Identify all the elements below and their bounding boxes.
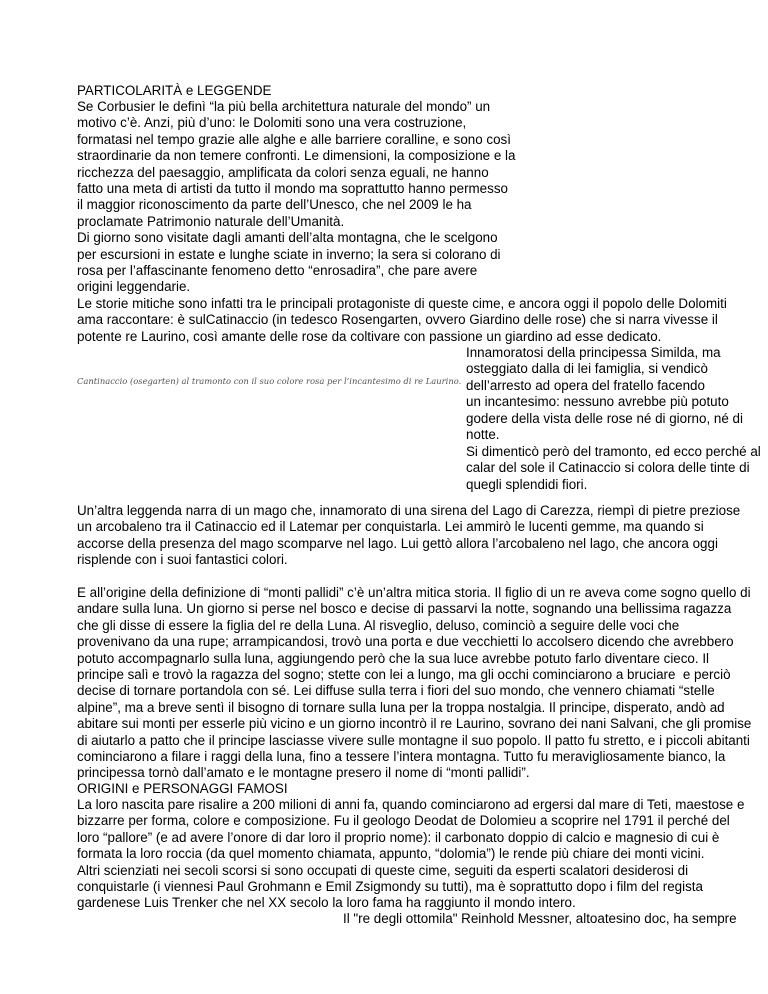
paragraph-similda: Innamoratosi della principessa Similda, ma osteggiato dalla di lei famiglia, si vendicò dell’arresto ad opera del fratello facendo un incantesimo: nessuno avrebbe più potuto godere della vista delle rose né di giorno, né di notte.: [466, 345, 743, 443]
paragraph-stories: Le storie mitiche sono infatti tra le principali protagoniste di queste cime, e ancora oggi il popolo delle Dolomiti ama raccontare: è sulCatinaccio (in tedesco Rosengarten, ovvero Giardino delle rose) che si narra vivesse il potente re Laurino, così amante delle rose da coltivare con passione un giardino ad esse dedicato.: [77, 296, 727, 344]
paragraph-sunset: Si dimenticò però del tramonto, ed ecco perché al calar del sole il Catinaccio si colora delle tinte di quegli splendidi fiori.: [466, 444, 761, 492]
paragraph-origins: La loro nascita pare risalire a 200 milioni di anni fa, quando cominciarono ad ergersi dal mare di Teti, maestose e bizzarre per forma, colore e composizione. Fu il geologo Deodat de Dolomieu a scoprire nel 1791 il perché del loro “pallore” (e ad avere l’onore di dar loro il proprio nome): il carbonato doppio di calcio e magnesio di cui è formata la loro roccia (da quel momento chiamata, appunto, “dolomia”) le rende più chiare dei monti vicini. Altri scienziati nei secoli scorsi si sono occupati di queste cime, seguiti da esperti scalatori desiderosi di conquistarle (i viennesi Paul Grohmann e Emil Zsigmondy su tutti), ma è soprattutto dopo i film del regista gardenese Luis Trenker che nel XX secolo la loro fama ha raggiunto il mondo intero.: [77, 797, 745, 911]
paragraph-corbusier: Se Corbusier le definì “la più bella architettura naturale del mondo” un motivo c’è. Anzi, più d’uno: le Dolomiti sono una vera costruzione, formatasi nel tempo grazie alle alghe e alle barriere coralline, e sono così straordinarie da non temere confronti. Le dimensioni, la composizione e la ricchezza del paesaggio, amplificata da colori senza eguali, ne hanno fatto una meta di artisti da tutto il mondo ma soprattutto hanno permesso il maggior riconoscimento da parte dell’Unesco, che nel 2009 le ha proclamate Patrimonio naturale dell’Umanità. Di giorno sono visitate dagli amanti dell’alta montagna, che le scelgono per escursioni in estate e lunghe sciate in inverno; la sera si colorano di rosa per l’affascinante fenomeno detto “enrosadira”, che pare avere origini leggendarie.: [77, 99, 516, 295]
document-page: [77, 0, 768, 994]
heading-origini: ORIGINI e PERSONAGGI FAMOSI: [77, 781, 288, 796]
paragraph-pale-mountains: E all’origine della definizione di “monti pallidi” c’è un’altra mitica storia. Il figlio di un re aveva come sogno quello di andare sulla luna. Un giorno si perse nel bosco e decise di passarvi la notte, sognando una bellissima ragazza che gli disse di essere la figlia del re della Luna. Al risveglio, deluso, cominciò a seguire delle voci che provenivano da una rupe; arrampicandosi, trovò una porta e due vecchietti lo accolsero dicendo che avrebbero potuto accompagnarlo sulla luna, aggiungendo però che la sua luce avrebbe potuto farlo diventare cieco. Il principe salì e trovò la ragazza del sogno; stette con lei a lungo, ma gli occhi cominciarono a bruciare e perciò decise di tornare portandola con sé. Lei diffuse sulla terra i fiori del suo mondo, che vennero chiamati “stelle alpine”, ma a breve sentì il bisogno di tornare sulla luna per la troppa nostalgia. Il principe, disperato, andò ad abitare sui monti per esserle più vicino e un giorno incontrò il re Laurino, sovrano dei nani Salvani, che gli promise di aiutarlo a patto che il principe lasciasse vivere sulle montagne il suo popolo. Il patto fu stretto, e i piccoli abitanti cominciarono a filare i raggi della luna, fino a tessere l’intera montagna. Tutto fu meravigliosamente bianco, la principessa tornò dall’amato e le montagne presero il nome di “monti pallidi”.: [77, 585, 752, 781]
paragraph-rainbow: Un’altra leggenda narra di un mago che, innamorato di una sirena del Lago di Carezza, riempì di pietre preziose un arcobaleno tra il Catinaccio ed il Latemar per conquistarla. Lei ammirò le lucenti gemme, ma quando si accorse della presenza del mago scomparve nel lago. Lui gettò allora l’arcobaleno nel lago, che ancora oggi risplende con i suoi fantastici colori.: [77, 503, 741, 568]
figure-caption: Cantinaccio (osegarten) al tramonto con il suo colore rosa per l’incantesimo di re Laurino.: [77, 376, 462, 387]
paragraph-messner: Il "re degli ottomila" Reinhold Messner, altoatesino doc, ha sempre: [343, 911, 737, 926]
heading-particolarita: PARTICOLARITÀ e LEGGENDE: [77, 83, 272, 98]
